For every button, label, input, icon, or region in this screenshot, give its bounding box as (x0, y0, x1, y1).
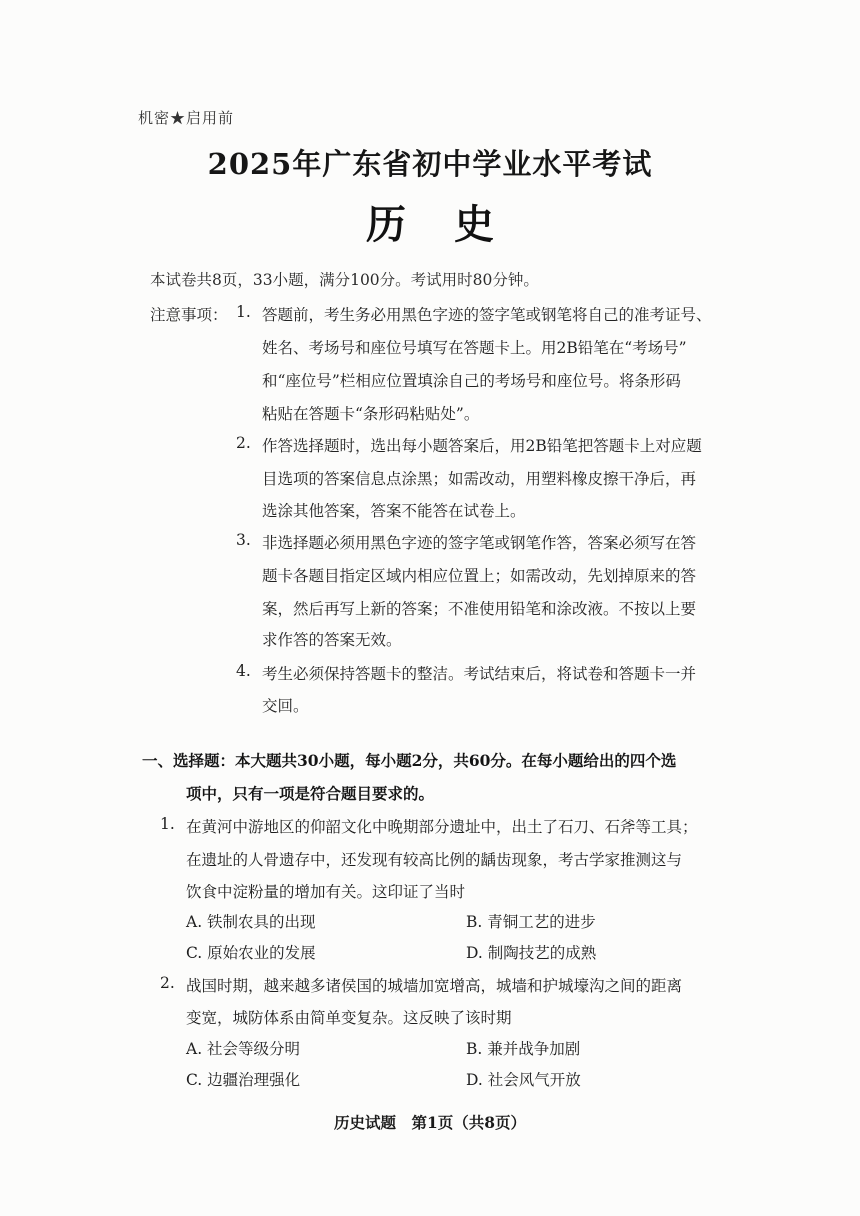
notice-line: 选涂其他答案，答案不能答在试卷上。 (262, 502, 526, 520)
notice-line: 答题前，考生务必用黑色字迹的签字笔或钢笔将自己的准考证号、 (262, 306, 712, 324)
notice-number: 2. (236, 434, 251, 452)
notice-number: 1. (236, 303, 251, 321)
option-a: A. 铁制农具的出现 (186, 913, 316, 931)
question-number: 1. (160, 815, 175, 833)
notice-number: 4. (236, 662, 251, 680)
notice-line: 求作答的答案无效。 (262, 631, 402, 649)
notice-line: 姓名、考场号和座位号填写在答题卡上。用2B铅笔在“考场号” (262, 339, 687, 357)
notice-line: 和“座位号”栏相应位置填涂自己的考场号和座位号。将条形码 (262, 372, 681, 390)
section-heading: 一、选择题：本大题共30小题，每小题2分，共60分。在每小题给出的四个选 (142, 751, 677, 770)
section-heading-continued: 项中，只有一项是符合题目要求的。 (186, 784, 435, 803)
notice-line: 题卡各题目指定区域内相应位置上；如需改动，先划掉原来的答 (262, 567, 697, 585)
notice-line: 交回。 (262, 697, 309, 715)
notice-line: 作答选择题时，选出每小题答案后，用2B铅笔把答题卡上对应题 (262, 437, 702, 455)
notice-label: 注意事项： (150, 306, 228, 324)
exam-intro: 本试卷共8页，33小题，满分100分。考试用时80分钟。 (150, 271, 539, 289)
option-c: C. 边疆治理强化 (186, 1071, 301, 1089)
notice-line: 粘贴在答题卡“条形码粘贴处”。 (262, 405, 480, 423)
option-d: D. 社会风气开放 (466, 1071, 581, 1089)
notice-line: 考生必须保持答题卡的整洁。考试结束后，将试卷和答题卡一并 (262, 665, 697, 683)
option-a: A. 社会等级分明 (186, 1040, 301, 1058)
notice-line: 目选项的答案信息点涂黑；如需改动，用塑料橡皮擦干净后，再 (262, 470, 697, 488)
notice-number: 3. (236, 531, 251, 549)
subject-title: 历史 (366, 201, 542, 248)
option-c: C. 原始农业的发展 (186, 944, 316, 962)
option-b: B. 兼并战争加剧 (466, 1040, 581, 1058)
page-footer: 历史试题 第1页（共8页） (333, 1113, 527, 1132)
notice-line: 案，然后再写上新的答案；不准使用铅笔和涂改液。不按以上要 (262, 600, 697, 618)
question-stem-line: 饮食中淀粉量的增加有关。这印证了当时 (186, 883, 466, 901)
notice-line: 非选择题必须用黑色字迹的签字笔或钢笔作答，答案必须写在答 (262, 534, 697, 552)
option-d: D. 制陶技艺的成熟 (466, 944, 597, 962)
option-b: B. 青铜工艺的进步 (466, 913, 596, 931)
question-stem-line: 变宽，城防体系由简单变复杂。这反映了该时期 (186, 1009, 512, 1027)
question-stem-line: 在遗址的人骨遗存中，还发现有较高比例的龋齿现象，考古学家推测这与 (186, 851, 683, 869)
confidential-mark: 机密★启用前 (138, 109, 235, 127)
question-stem-line: 在黄河中游地区的仰韶文化中晚期部分遗址中，出土了石刀、石斧等工具； (186, 818, 698, 836)
exam-title: 2025年广东省初中学业水平考试 (207, 147, 653, 181)
question-number: 2. (160, 974, 175, 992)
question-stem-line: 战国时期，越来越多诸侯国的城墙加宽增高，城墙和护城壕沟之间的距离 (186, 977, 683, 995)
